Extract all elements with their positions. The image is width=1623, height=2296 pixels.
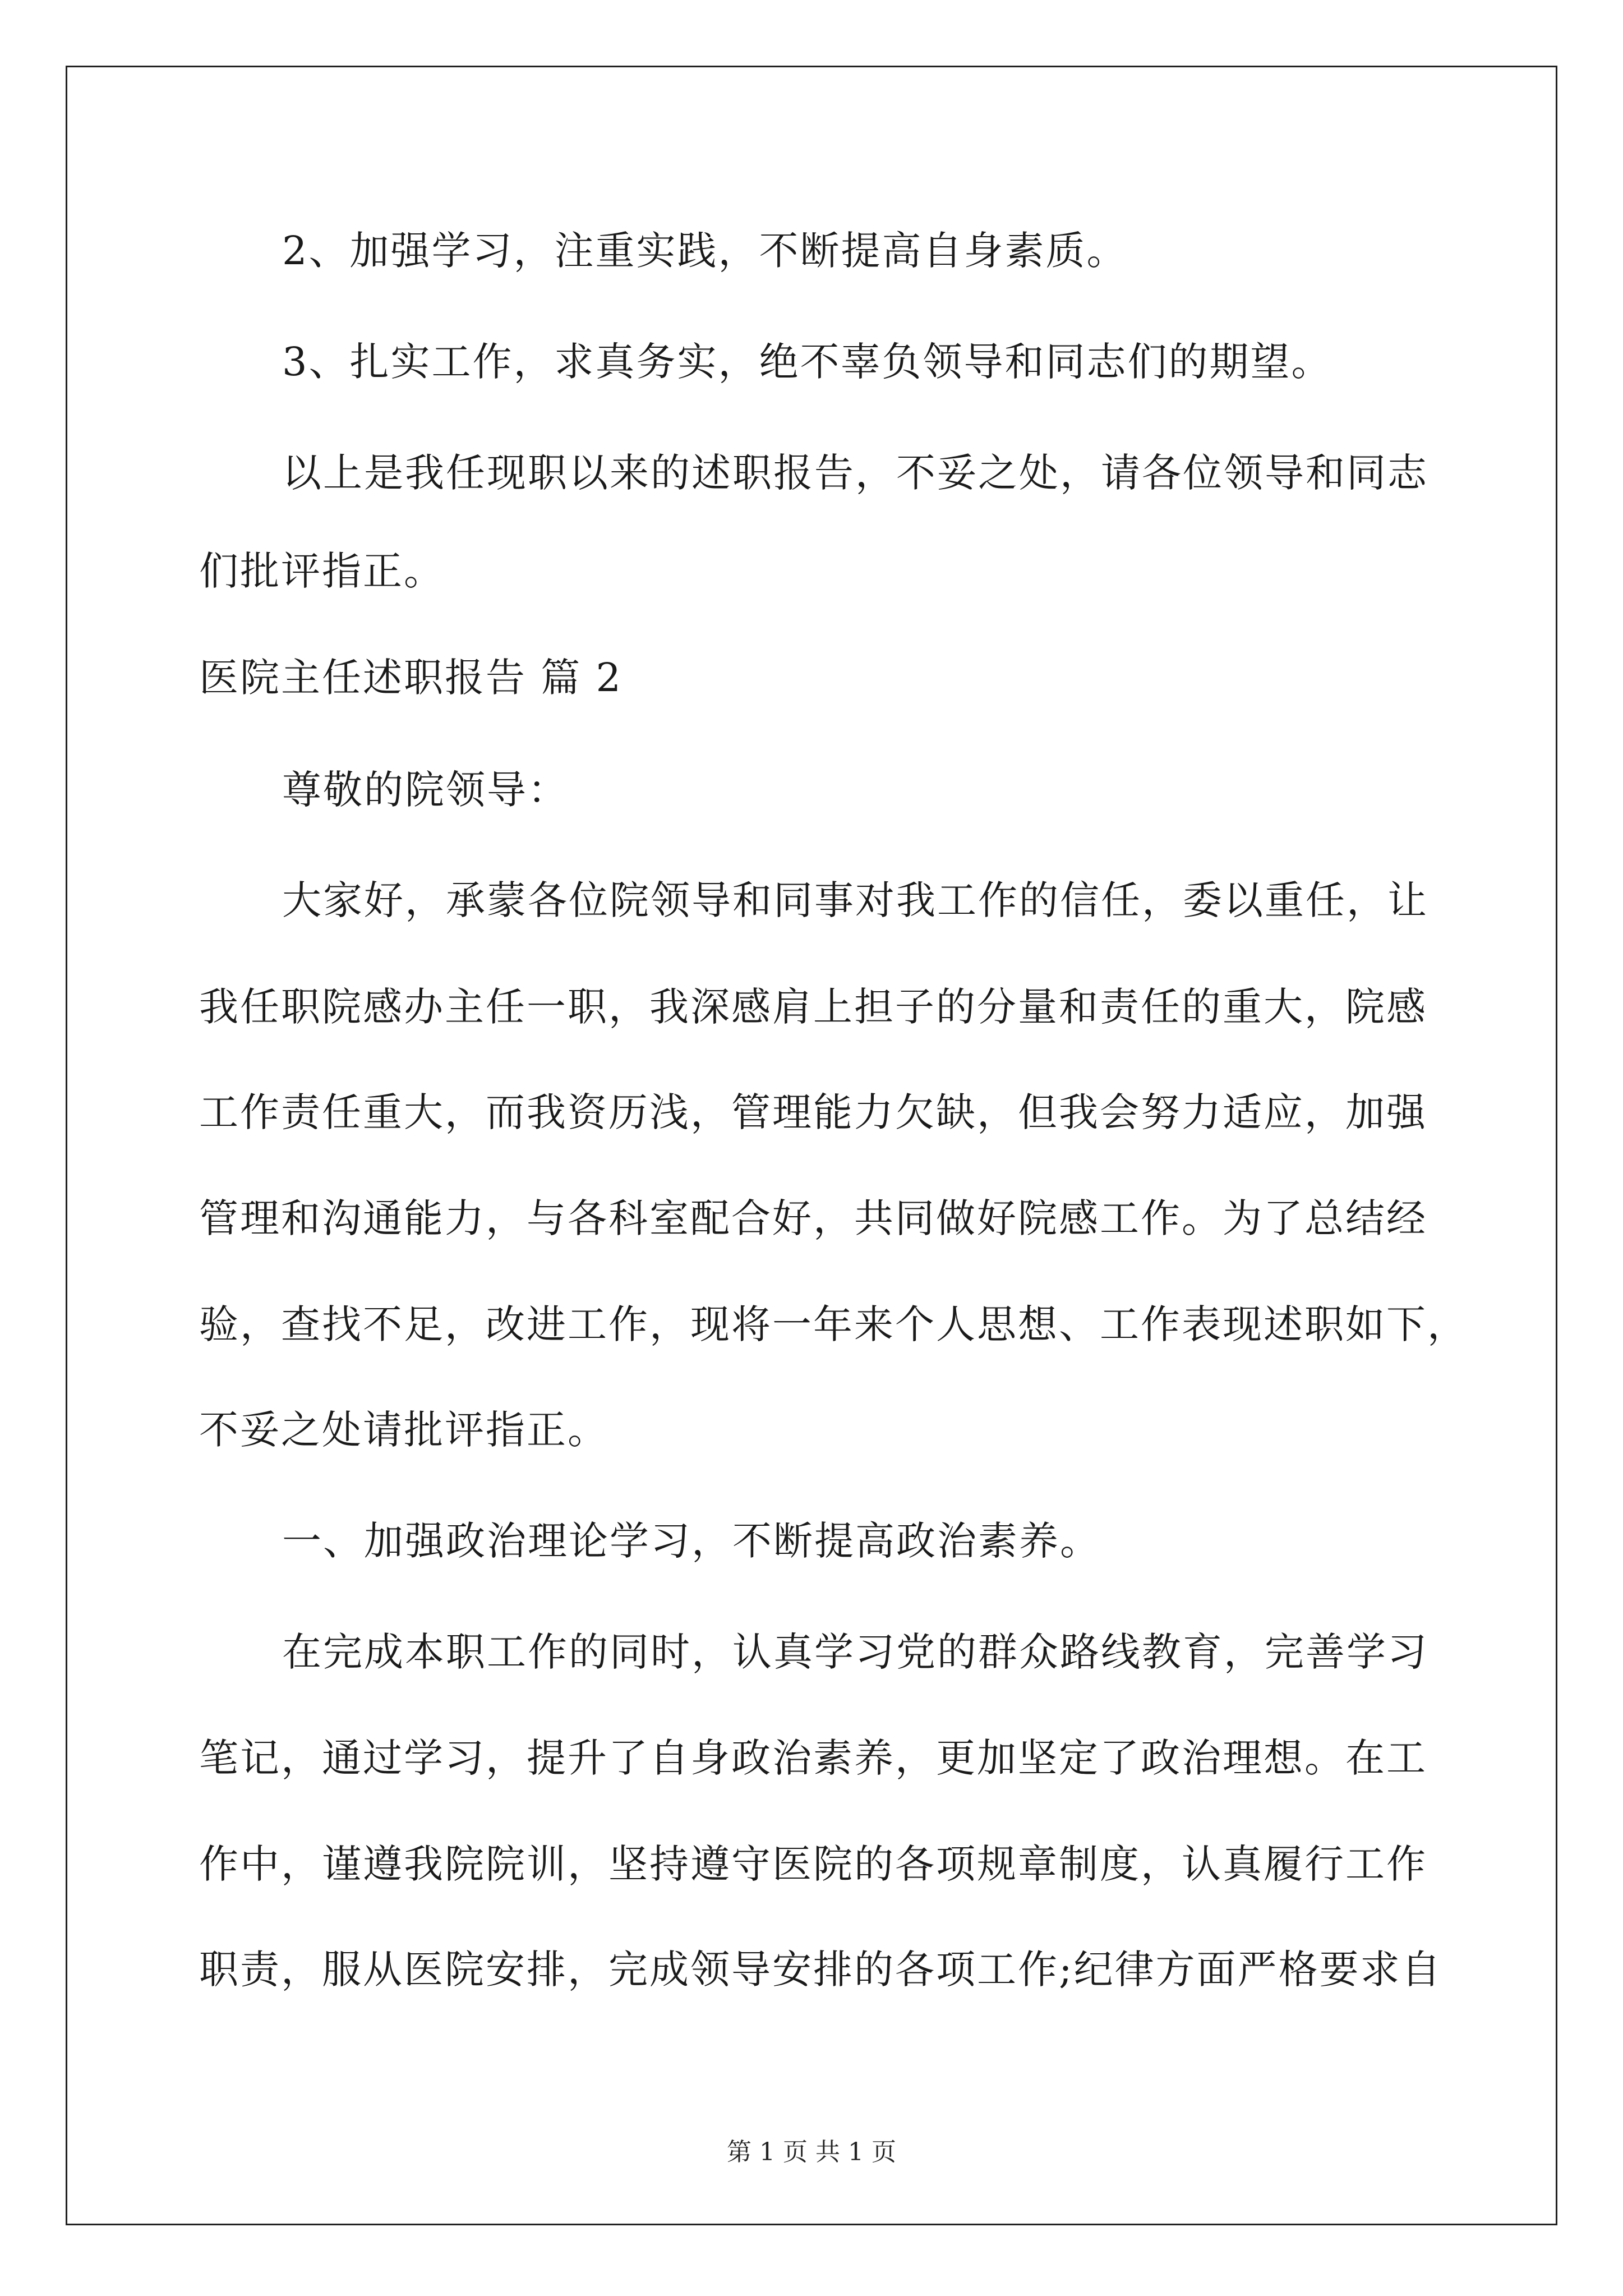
paragraph-intro-line-5: 验，查找不足，改进工作，现将一年来个人思想、工作表现述职如下， <box>199 1301 1468 1347</box>
paragraph-intro-line-1: 大家好，承蒙各位院领导和同事对我工作的信任，委以重任，让 <box>282 877 1428 923</box>
paragraph-item-2: 2、加强学习，注重实践，不断提高自身素质。 <box>282 228 1128 274</box>
paragraph-closing-line-2: 们批评指正。 <box>199 548 445 594</box>
salutation: 尊敬的院领导： <box>282 767 569 813</box>
paragraph-study-line-4: 职责，服从医院安排，完成领导安排的各项工作;纪律方面严格要求自 <box>199 1947 1442 1993</box>
page-border <box>66 66 1557 2225</box>
paragraph-intro-line-3: 工作责任重大，而我资历浅，管理能力欠缺，但我会努力适应，加强 <box>199 1089 1427 1135</box>
paragraph-study-line-1: 在完成本职工作的同时，认真学习党的群众路线教育，完善学习 <box>282 1629 1428 1675</box>
paragraph-item-3: 3、扎实工作，求真务实，绝不辜负领导和同志们的期望。 <box>282 339 1332 385</box>
paragraph-study-line-3: 作中，谨遵我院院训，坚持遵守医院的各项规章制度，认真履行工作 <box>199 1841 1427 1887</box>
paragraph-study-line-2: 笔记，通过学习，提升了自身政治素养，更加坚定了政治理想。在工 <box>199 1735 1427 1781</box>
paragraph-closing-line-1: 以上是我任现职以来的述职报告，不妥之处，请各位领导和同志 <box>282 450 1428 496</box>
section-heading: 医院主任述职报告 篇 2 <box>199 655 623 701</box>
subsection-heading: 一、加强政治理论学习，不断提高政治素养。 <box>282 1518 1101 1564</box>
paragraph-intro-line-4: 管理和沟通能力，与各科室配合好，共同做好院感工作。为了总结经 <box>199 1195 1427 1241</box>
paragraph-intro-line-2: 我任职院感办主任一职，我深感肩上担子的分量和责任的重大，院感 <box>199 984 1427 1030</box>
paragraph-intro-line-6: 不妥之处请批评指正。 <box>199 1407 608 1453</box>
page-number-footer: 第 1 页 共 1 页 <box>727 2138 896 2166</box>
